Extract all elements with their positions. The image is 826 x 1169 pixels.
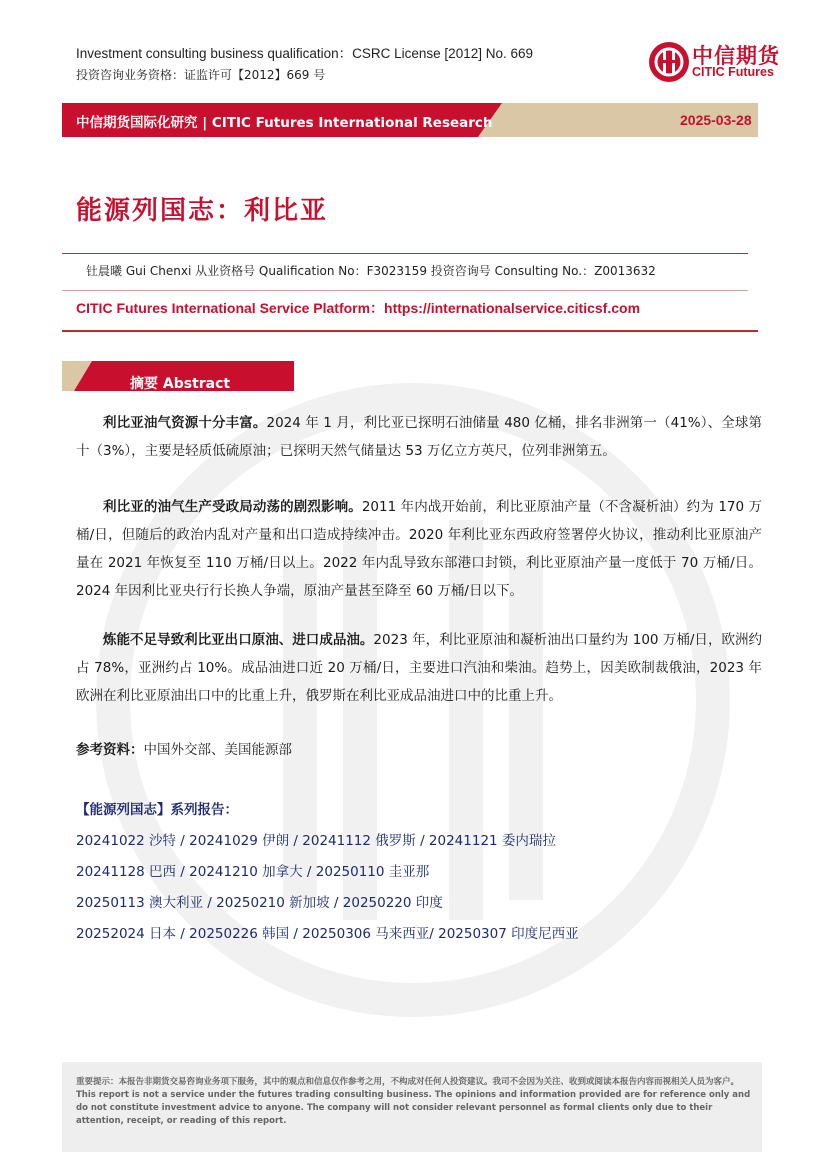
author-line: 钍晨曦 Gui Chenxi 从业资格号 Qualification No：F3023159 投资咨询号 Consulting No.：Z0013632 — [86, 264, 656, 278]
logo-text-cn: 中信期货 — [692, 44, 780, 68]
paragraph-body: 2024 年 1 月，利比亚已探明石油储量 480 亿桶，排名非洲第一（41%）、全球第十（3%），主要是轻质低硫原油；已探明天然气储量达 53 万亿立方英尺，位列非洲第五。 — [76, 415, 762, 459]
qualification-cn: 投资咨询业务资格：证监许可【2012】669 号 — [76, 68, 326, 82]
disclaimer-text: 重要提示：本报告非期货交易咨询业务项下服务，其中的观点和信息仅作参考之用，不构成对任何人投资建议。我司不会因为关注、收到或阅读本报告内容而视相关人员为客户。 This report is not a service under the futures trading consulting business. The opinions and information provided are for reference only and do not constitute investment advice to anyone. The company will not consider relevant personnel as formal clients only due to their attention, receipt, or reading of this report. — [76, 1077, 751, 1126]
paragraph-lead: 炼能不足导致利比亚出口原油、进口成品油。 — [103, 632, 374, 648]
qualification-en: Investment consulting business qualification：CSRC License [2012] No. 669 — [76, 46, 534, 61]
paragraph-body: 2011 年内战开始前，利比亚原油产量（不含凝析油）约为 170 万桶/日，但随后的政治内乱对产量和出口造成持续冲击。2020 年利比亚东西政府签署停火协议，推动利比亚原油产量在 2021 年恢复至 110 万桶/日以上。2022 年内乱导致东部港口封锁，利比亚原油产量一度低于 70 万桶/日。2024 年因利比亚央行行长换人争端，原油产量甚至降至 60 万桶/日以下。 — [76, 499, 763, 599]
divider — [62, 253, 748, 254]
abstract-paragraph — [76, 626, 762, 710]
paragraph-body: 2023 年，利比亚原油和凝析油出口量约为 100 万桶/日，欧洲约占 78%，亚洲约占 10%。成品油进口近 20 万桶/日，主要进口汽油和柴油。趋势上，因美欧制裁俄油，2023 年欧洲在利比亚原油出口中的比重上升，俄罗斯在利比亚成品油进口中的比重上升。 — [76, 632, 763, 704]
series-link-line[interactable]: 20241128 巴西 / 20241210 加拿大 / 20250110 圭亚那 — [76, 864, 430, 880]
references — [76, 739, 292, 761]
series-link-line[interactable]: 20241022 沙特 / 20241029 伊朗 / 20241112 俄罗斯 / 20241121 委内瑞拉 — [76, 833, 556, 849]
abstract-paragraph — [76, 409, 762, 465]
report-title: 能源列国志：利比亚 — [76, 196, 329, 226]
references-label: 参考资料： — [76, 742, 144, 758]
abstract-paragraph — [76, 493, 762, 605]
paragraph-lead: 利比亚的油气生产受政局动荡的剧烈影响。 — [103, 499, 362, 515]
series-link-line[interactable]: 20252024 日本 / 20250226 韩国 / 20250306 马来西亚/ 20250307 印度尼西亚 — [76, 926, 579, 942]
references-text: 中国外交部、美国能源部 — [143, 742, 292, 758]
paragraph-lead: 利比亚油气资源十分丰富。 — [103, 415, 267, 431]
banner-title: 中信期货国际化研究 | CITIC Futures International Research — [76, 115, 493, 131]
series-link-line[interactable]: 20250113 澳大利亚 / 20250210 新加坡 / 20250220 印度 — [76, 895, 443, 911]
report-date: 2025-03-28 — [680, 112, 752, 128]
logo-text-en: CITIC Futures — [692, 65, 774, 79]
series-title: 【能源列国志】系列报告： — [76, 802, 238, 818]
divider — [62, 290, 748, 291]
divider-thick — [62, 330, 758, 332]
abstract-label: 摘要 Abstract — [130, 376, 231, 392]
platform-link[interactable]: CITIC Futures International Service Platform：https://internationalservice.citicsf.com — [76, 300, 641, 316]
